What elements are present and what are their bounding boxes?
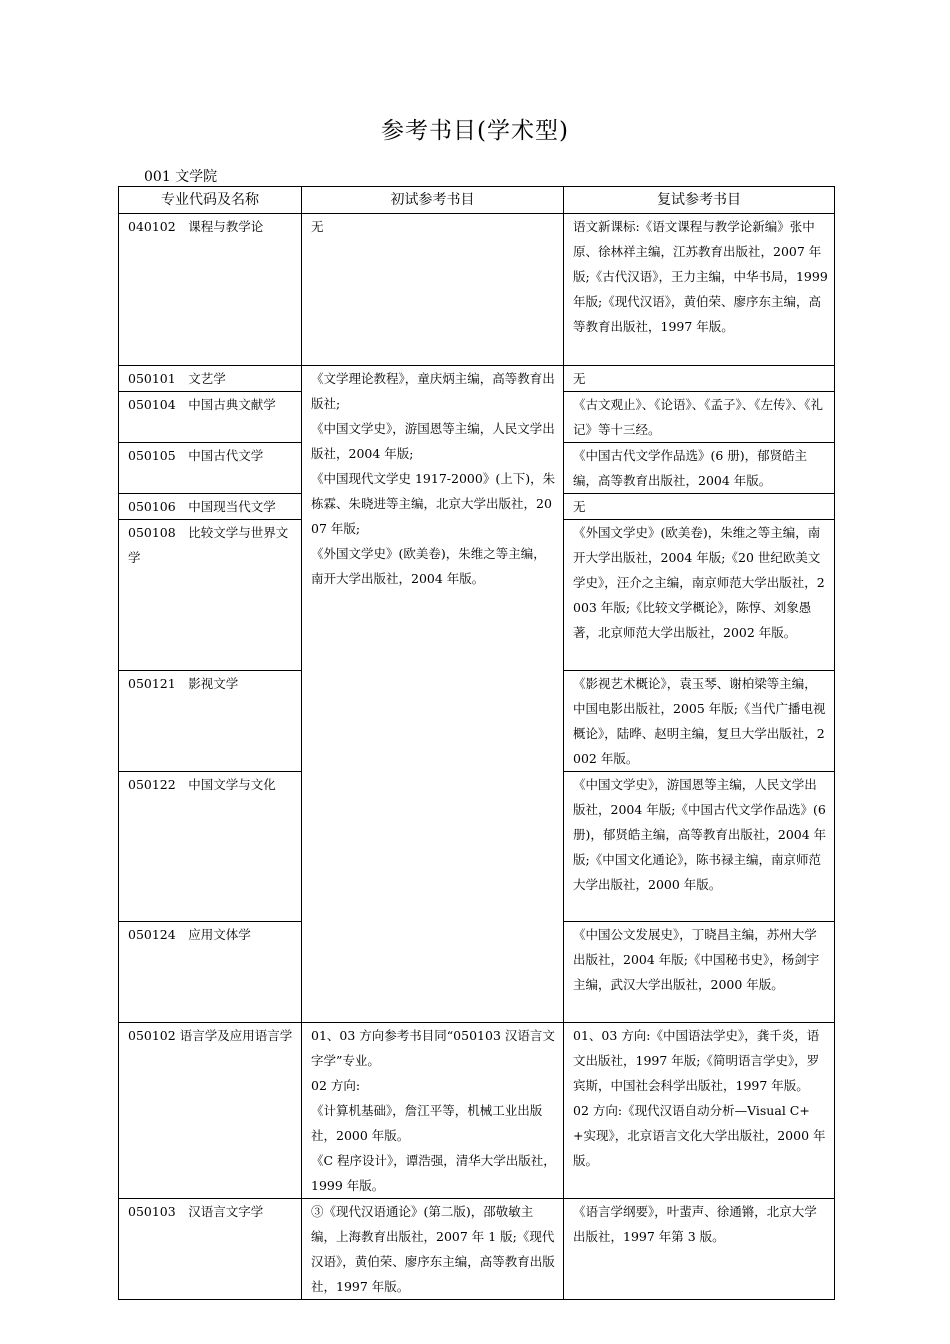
major-cell: 040102 课程与教学论 (119, 214, 302, 366)
retest-cell: 无 (564, 494, 835, 520)
retest-cell: 无 (564, 366, 835, 392)
shared-initial-line: 《中国文学史》，游国恩等主编，人民文学出版社，2004 年版; (311, 421, 555, 461)
page-title: 参考书目(学术型) (381, 118, 569, 144)
initial-line: 01、03 方向参考书目同“050103 汉语言文字学”专业。 (311, 1028, 555, 1068)
table-row (119, 366, 835, 392)
shared-initial-line: 《外国文学史》(欧美卷)，朱维之等主编，南开大学出版社，2004 年版。 (311, 546, 546, 586)
header-retest: 复试参考书目 (564, 187, 835, 214)
table-row (119, 1199, 835, 1300)
retest-line: 01、03 方向:《中国语法学史》，龚千炎，语文出版社，1997 年版;《简明语言学史》，罗宾斯，中国社会科学出版社，1997 年版。 (573, 1028, 820, 1093)
retest-cell: 《中国公文发展史》，丁晓昌主编，苏州大学出版社，2004 年版;《中国秘书史》，杨剑宇主编，武汉大学出版社，2000 年版。 (564, 922, 835, 1023)
retest-cell: 《中国古代文学作品选》(6 册)，郁贤皓主编，高等教育出版社，2004 年版。 (564, 443, 835, 494)
major-cell: 050108 比较文学与世界文学 (119, 520, 302, 671)
major-cell: 050103 汉语言文字学 (119, 1199, 302, 1300)
header-initial: 初试参考书目 (302, 187, 564, 214)
shared-initial-line: 《文学理论教程》，童庆炳主编，高等教育出版社; (311, 371, 555, 411)
major-cell: 050122 中国文学与文化 (119, 772, 302, 922)
major-cell: 050106 中国现当代文学 (119, 494, 302, 520)
initial-cell: ③《现代汉语通论》(第二版)，邵敬敏主编，上海教育出版社，2007 年 1 版;《现代汉语》，黄伯荣、廖序东主编，高等教育出版社，1997 年版。 (302, 1199, 564, 1300)
retest-line: 02 方向:《现代汉语自动分析—Visual C++实现》，北京语言文化大学出版社，2000 年版。 (573, 1103, 826, 1168)
retest-cell: 《影视艺术概论》，袁玉琴、谢柏梁等主编，中国电影出版社，2005 年版;《当代广播电视概论》，陆晔、赵明主编，复旦大学出版社，2002 年版。 (564, 671, 835, 772)
initial-cell: 无 (302, 214, 564, 366)
initial-line: 02 方向: (311, 1078, 361, 1093)
major-cell: 050105 中国古代文学 (119, 443, 302, 494)
initial-cell (302, 1023, 564, 1199)
retest-cell (564, 1023, 835, 1199)
retest-cell: 《中国文学史》，游国恩等主编，人民文学出版社，2004 年版;《中国古代文学作品选》(6 册)，郁贤皓主编，高等教育出版社，2004 年版;《中国文化通论》，陈书禄主编，南京师范大学出版社，2000 年版。 (564, 772, 835, 922)
section-heading: 001 文学院 (144, 169, 218, 185)
initial-line: 《计算机基础》，詹江平等，机械工业出版社，2000 年版。 (311, 1103, 543, 1143)
table-row (119, 1023, 835, 1199)
shared-initial-line: 《中国现代文学史 1917-2000》(上下)，朱栋霖、朱晓进等主编，北京大学出版社，2007 年版; (311, 471, 556, 536)
retest-cell: 《外国文学史》(欧美卷)，朱维之等主编，南开大学出版社，2004 年版;《20 世纪欧美文学史》，汪介之主编，南京师范大学出版社，2003 年版;《比较文学概论》，陈惇、刘象愚著，北京师范大学出版社，2002 年版。 (564, 520, 835, 671)
major-cell: 050104 中国古典文献学 (119, 392, 302, 443)
major-cell: 050124 应用文体学 (119, 922, 302, 1023)
major-cell: 050102 语言学及应用语言学 (119, 1023, 302, 1199)
retest-cell: 《古文观止》、《论语》、《孟子》、《左传》、《礼记》等十三经。 (564, 392, 835, 443)
table-header-row (119, 187, 835, 214)
retest-cell: 《语言学纲要》，叶蜚声、徐通锵，北京大学出版社，1997 年第 3 版。 (564, 1199, 835, 1300)
retest-cell: 语文新课标:《语文课程与教学论新编》张中原、徐林祥主编，江苏教育出版社，2007 年版;《古代汉语》，王力主编，中华书局，1999 年版;《现代汉语》，黄伯荣、廖序东主编，高等教育出版社，1997 年版。 (564, 214, 835, 366)
major-cell: 050121 影视文学 (119, 671, 302, 772)
header-major: 专业代码及名称 (119, 187, 302, 214)
initial-line: 《C 程序设计》，谭浩强，清华大学出版社，1999 年版。 (311, 1153, 556, 1193)
major-cell: 050101 文艺学 (119, 366, 302, 392)
table-row (119, 214, 835, 366)
shared-initial-cell (302, 366, 564, 1023)
reference-table (118, 186, 835, 1300)
